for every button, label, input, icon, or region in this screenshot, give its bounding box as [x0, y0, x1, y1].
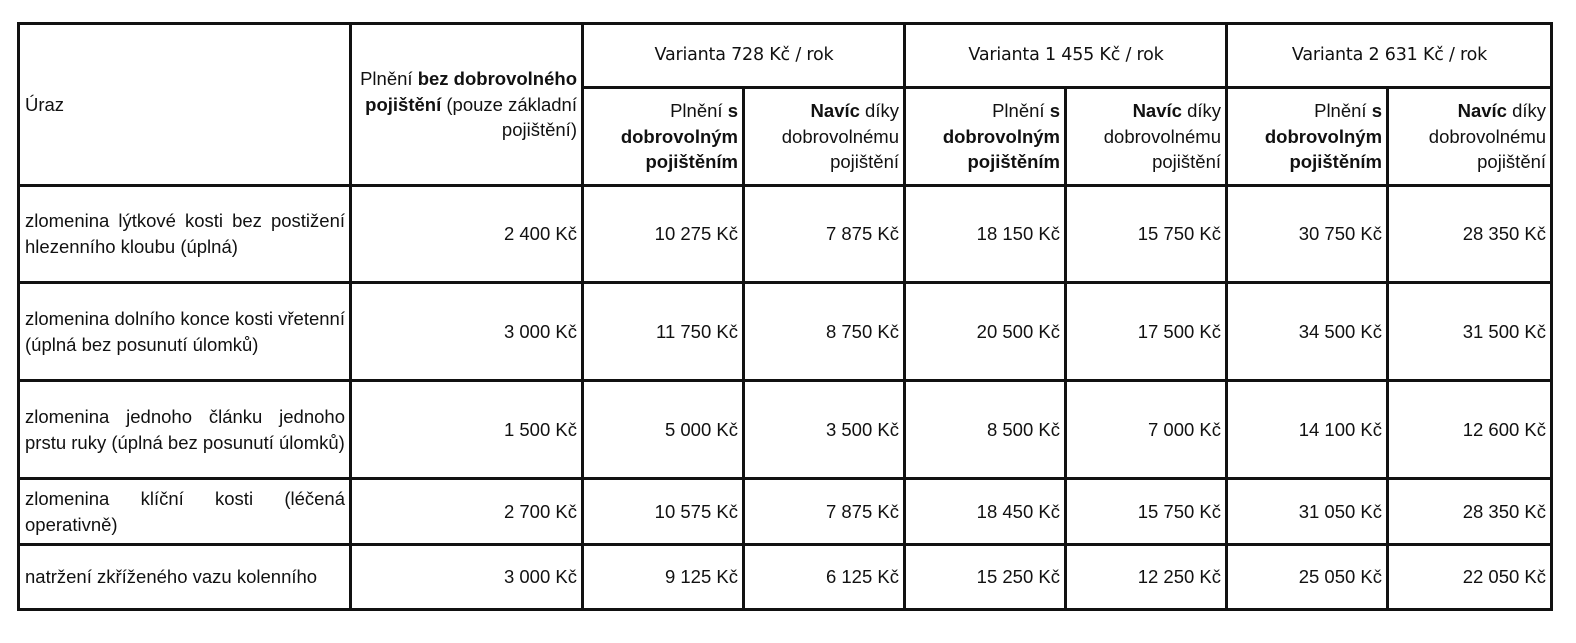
- injury-name: zlomenina lýtkové kosti bez postižení hlezenního kloubu (úplná): [19, 186, 351, 283]
- extra-benefit: 28 350 Kč: [1388, 479, 1552, 545]
- payout-with-insurance: 10 575 Kč: [583, 479, 744, 545]
- variant-header-1455: Varianta 1 455 Kč / rok: [905, 24, 1227, 88]
- extra-benefit: 7 875 Kč: [744, 186, 905, 283]
- table-row: [19, 381, 1552, 479]
- base-payout: 1 500 Kč: [351, 381, 583, 479]
- base-payout: 2 400 Kč: [351, 186, 583, 283]
- table-body: [19, 186, 1552, 610]
- with-insurance-prefix: Plnění: [992, 100, 1050, 122]
- payout-with-insurance: 34 500 Kč: [1227, 283, 1388, 381]
- table-header: [19, 24, 1552, 186]
- extra-benefit-bold: Navíc: [1457, 100, 1507, 122]
- header-row-variants: [19, 24, 1552, 88]
- extra-benefit: 12 250 Kč: [1066, 545, 1227, 610]
- table-row: [19, 186, 1552, 283]
- with-insurance-prefix: Plnění: [670, 100, 728, 122]
- extra-benefit: 8 750 Kč: [744, 283, 905, 381]
- extra-benefit-suffix: díky dobrovolnému pojištění: [1103, 100, 1222, 173]
- extra-benefit: 22 050 Kč: [1388, 545, 1552, 610]
- with-insurance-prefix: Plnění: [1314, 100, 1372, 122]
- extra-benefit-bold: Navíc: [1132, 100, 1182, 122]
- base-payout-column-header: [351, 24, 583, 186]
- payout-with-insurance: 30 750 Kč: [1227, 186, 1388, 283]
- extra-benefit: 28 350 Kč: [1388, 186, 1552, 283]
- extra-benefit-bold: Navíc: [810, 100, 860, 122]
- payout-with-insurance: 18 150 Kč: [905, 186, 1066, 283]
- extra-benefit: 31 500 Kč: [1388, 283, 1552, 381]
- payout-with-insurance: 8 500 Kč: [905, 381, 1066, 479]
- extra-benefit-header: [744, 88, 905, 186]
- payout-with-insurance: 5 000 Kč: [583, 381, 744, 479]
- payout-with-insurance: 31 050 Kč: [1227, 479, 1388, 545]
- payout-with-insurance: 10 275 Kč: [583, 186, 744, 283]
- table-row: [19, 283, 1552, 381]
- with-insurance-bold: s dobrovolným pojištěním: [1264, 100, 1383, 173]
- extra-benefit: 17 500 Kč: [1066, 283, 1227, 381]
- extra-benefit-suffix: díky dobrovolnému pojištění: [1428, 100, 1547, 173]
- extra-benefit-header: [1388, 88, 1552, 186]
- base-header-prefix: Plnění: [360, 68, 418, 90]
- table-row: [19, 479, 1552, 545]
- extra-benefit: 15 750 Kč: [1066, 186, 1227, 283]
- injury-name: zlomenina jednoho článku jednoho prstu ruky (úplná bez posunutí úlomků): [19, 381, 351, 479]
- extra-benefit: 7 875 Kč: [744, 479, 905, 545]
- extra-benefit: 7 000 Kč: [1066, 381, 1227, 479]
- table-row: [19, 545, 1552, 610]
- injury-name: zlomenina klíční kosti (léčená operativně): [19, 479, 351, 545]
- payout-with-insurance: 14 100 Kč: [1227, 381, 1388, 479]
- base-payout: 3 000 Kč: [351, 283, 583, 381]
- payout-with-insurance: 15 250 Kč: [905, 545, 1066, 610]
- extra-benefit: 15 750 Kč: [1066, 479, 1227, 545]
- payout-with-insurance: 11 750 Kč: [583, 283, 744, 381]
- base-header-suffix: (pouze základní pojištění): [441, 93, 577, 141]
- with-insurance-bold: s dobrovolným pojištěním: [620, 100, 738, 173]
- base-payout: 2 700 Kč: [351, 479, 583, 545]
- injury-name: natržení zkříženého vazu kolenního: [19, 545, 351, 610]
- injury-name: zlomenina dolního konce kosti vřetenní (úplná bez posunutí úlomků): [19, 283, 351, 381]
- variant-header-2631: Varianta 2 631 Kč / rok: [1227, 24, 1552, 88]
- extra-benefit: 12 600 Kč: [1388, 381, 1552, 479]
- payout-with-insurance: 25 050 Kč: [1227, 545, 1388, 610]
- extra-benefit: 3 500 Kč: [744, 381, 905, 479]
- injury-column-header: Úraz: [19, 24, 351, 186]
- with-insurance-bold: s dobrovolným pojištěním: [942, 100, 1060, 173]
- with-insurance-header: [1227, 88, 1388, 186]
- insurance-comparison-table: [17, 22, 1553, 611]
- base-payout: 3 000 Kč: [351, 545, 583, 610]
- variant-header-728: Varianta 728 Kč / rok: [583, 24, 905, 88]
- with-insurance-header: [583, 88, 744, 186]
- extra-benefit-header: [1066, 88, 1227, 186]
- payout-with-insurance: 9 125 Kč: [583, 545, 744, 610]
- extra-benefit: 6 125 Kč: [744, 545, 905, 610]
- payout-with-insurance: 20 500 Kč: [905, 283, 1066, 381]
- extra-benefit-suffix: díky dobrovolnému pojištění: [781, 100, 899, 173]
- with-insurance-header: [905, 88, 1066, 186]
- base-header-bold: bez dobrovolného pojištění: [365, 68, 577, 115]
- payout-with-insurance: 18 450 Kč: [905, 479, 1066, 545]
